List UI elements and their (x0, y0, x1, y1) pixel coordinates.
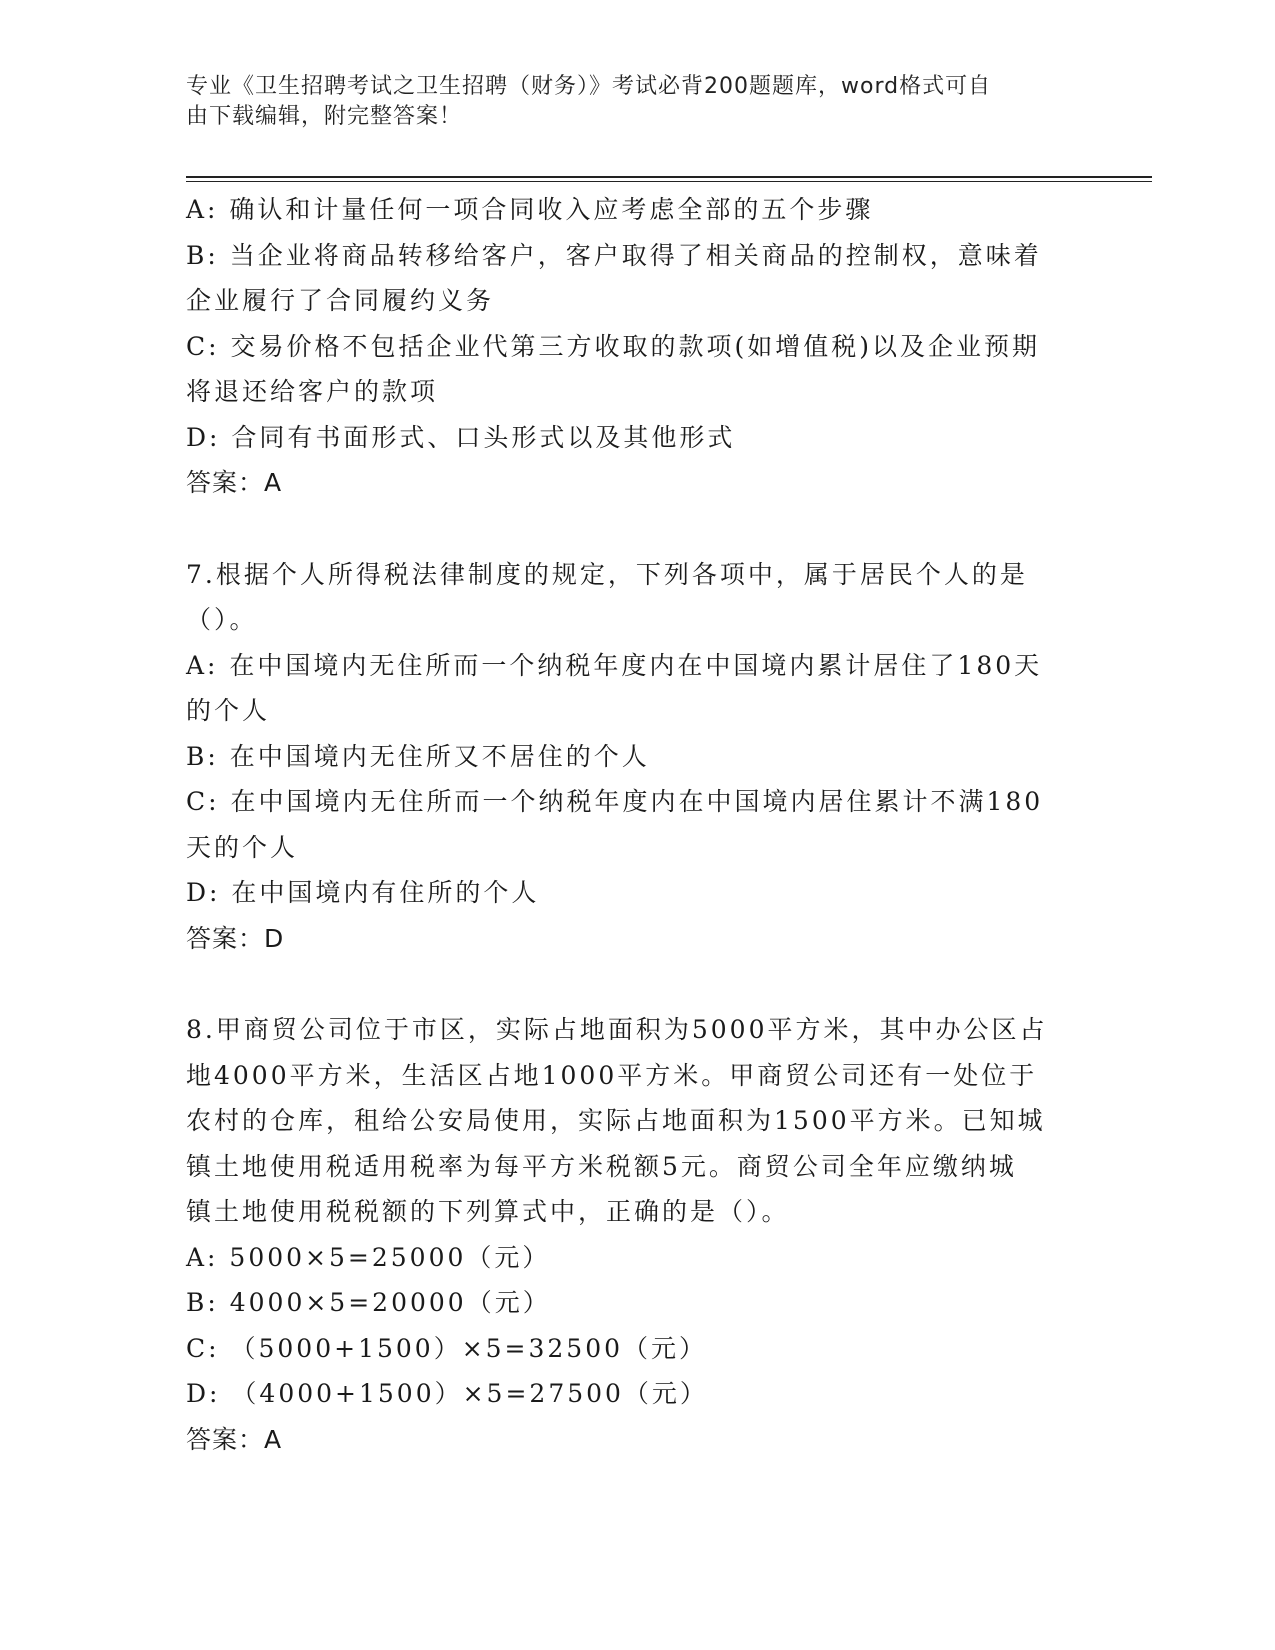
q8-option-c: C: （5000+1500）×5=32500（元） (186, 1333, 708, 1363)
question-6-block (186, 187, 1066, 506)
q7-option-b: B: 在中国境内无住所又不居住的个人 (186, 741, 650, 771)
question-7-block (186, 552, 1066, 962)
q8-option-a: A: 5000×5=25000（元） (186, 1242, 551, 1272)
header-divider-thick (186, 176, 1152, 178)
spacer (186, 506, 1066, 552)
q6-option-c-cont: 将退还给客户的款项 (186, 377, 439, 406)
q8-question-cont-3: 镇土地使用税适用税率为每平方米税额5元。商贸公司全年应缴纳城 (186, 1151, 1017, 1181)
question-content (186, 187, 1066, 1462)
q7-option-c-cont: 天的个人 (186, 832, 299, 862)
q7-option-a: A: 在中国境内无住所而一个纳税年度内在中国境内累计居住了180天 (186, 650, 1043, 680)
q6-option-d: D: 合同有书面形式、口头形式以及其他形式 (186, 422, 736, 452)
q6-option-b: B: 当企业将商品转移给客户，客户取得了相关商品的控制权，意味着 (186, 240, 1042, 270)
q7-option-a-cont: 的个人 (186, 696, 271, 725)
q7-option-c: C: 在中国境内无住所而一个纳税年度内在中国境内居住累计不满180 (186, 787, 1044, 816)
q7-option-d: D: 在中国境内有住所的个人 (186, 878, 540, 907)
header-line-1: 专业《卫生招聘考试之卫生招聘（财务）》考试必背200题题库，word格式可自 (186, 74, 992, 99)
q8-option-b: B: 4000×5=20000（元） (186, 1288, 551, 1317)
spacer (186, 961, 1066, 1007)
q7-question-cont: （）。 (186, 605, 258, 634)
q8-question-cont-2: 农村的仓库，租给公安局使用，实际占地面积为1500平方米。已知城 (186, 1106, 1046, 1135)
q8-question: 8.甲商贸公司位于市区，实际占地面积为5000平方米，其中办公区占 (186, 1015, 1048, 1044)
question-8-block (186, 1007, 1066, 1462)
q7-question: 7.根据个人所得税法律制度的规定，下列各项中，属于居民个人的是 (186, 559, 1028, 589)
q8-answer: 答案：A (186, 1424, 283, 1454)
q7-answer: 答案：D (186, 923, 285, 953)
header-line-2: 由下载编辑，附完整答案！ (186, 104, 463, 129)
q6-answer: 答案：A (186, 468, 283, 497)
header-divider-thin (186, 181, 1152, 182)
q6-option-b-cont: 企业履行了合同履约义务 (186, 286, 495, 315)
document-header (186, 72, 1066, 132)
q8-question-cont-1: 地4000平方米，生活区占地1000平方米。甲商贸公司还有一处位于 (186, 1060, 1038, 1090)
q6-option-c: C: 交易价格不包括企业代第三方收取的款项(如增值税)以及企业预期 (186, 331, 1041, 361)
q8-option-d: D: （4000+1500）×5=27500（元） (186, 1379, 708, 1408)
q6-option-a: A: 确认和计量任何一项合同收入应考虑全部的五个步骤 (186, 195, 874, 224)
q8-question-cont-4: 镇土地使用税税额的下列算式中，正确的是（）。 (186, 1197, 790, 1226)
